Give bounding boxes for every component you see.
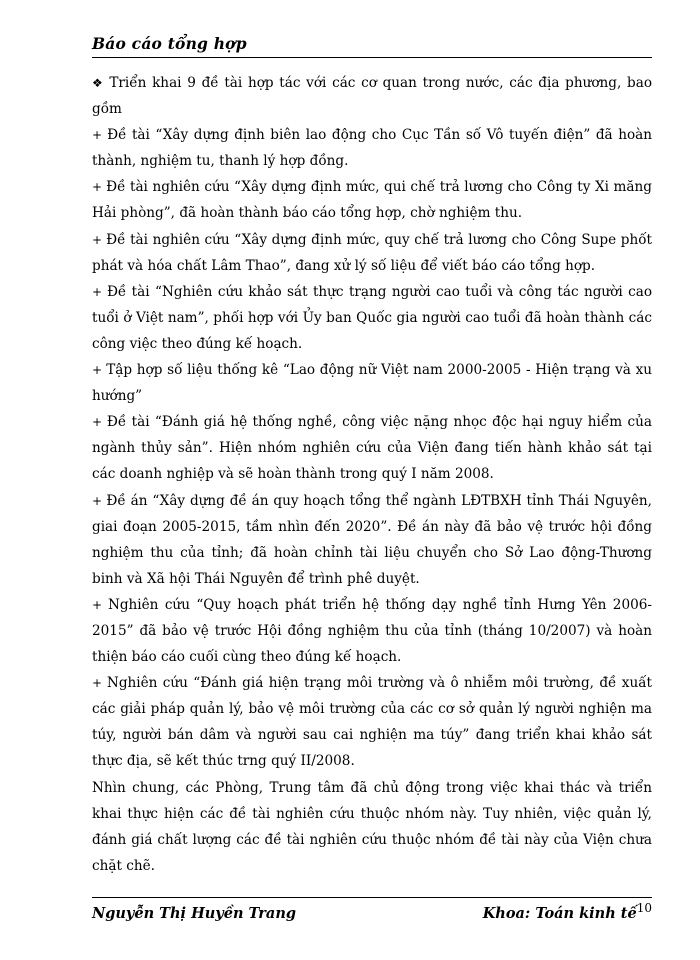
plus-bullet-icon: +	[92, 180, 107, 195]
body-paragraph	[92, 174, 652, 226]
header-title: Báo cáo tổng hợp	[92, 34, 247, 53]
body-paragraph	[92, 488, 652, 592]
footer-author: Nguyễn Thị Huyền Trang	[92, 905, 296, 922]
body-paragraph	[92, 227, 652, 279]
paragraph-text: Nhìn chung, các Phòng, Trung tâm đã chủ động trong việc khai thác và triển khai thực hiện các đề tài nghiên cứu thuộc nhóm này. Tuy nhiên, việc quản lý, đánh giá chất lượng các đề tài nghiên cứu thuộc nhóm đề tài này của Viện chưa chặt chẽ.	[92, 779, 652, 874]
plus-bullet-icon: +	[92, 363, 107, 378]
plus-bullet-icon: +	[92, 676, 107, 691]
plus-bullet-icon: +	[92, 415, 107, 430]
header-divider	[92, 57, 652, 58]
plus-bullet-icon: +	[92, 493, 107, 508]
paragraph-text: Đề tài “Nghiên cứu khảo sát thực trạng người cao tuổi và công tác người cao tuổi ở Việt nam”, phối hợp với Ủy ban Quốc gia người cao tuổi đã hoàn thành các công việc theo đúng kế hoạch.	[92, 283, 652, 352]
body-paragraph	[92, 357, 652, 409]
body-paragraph	[92, 122, 652, 174]
paragraph-text: Đề tài “Đánh giá hệ thống nghề, công việc nặng nhọc độc hại nguy hiểm của ngành thủy sản”. Hiện nhóm nghiên cứu của Viện đang tiến hành khảo sát tại các doanh nghiệp và sẽ hoàn thành trong quý I năm 2008.	[92, 414, 652, 483]
footer-department: Khoa: Toán kinh tế	[482, 905, 637, 922]
body-paragraph	[92, 592, 652, 670]
body-paragraph	[92, 70, 652, 122]
plus-bullet-icon: +	[92, 128, 108, 143]
paragraph-text: Tập hợp số liệu thống kê “Lao động nữ Việt nam 2000-2005 - Hiện trạng và xu hướng”	[92, 362, 653, 405]
paragraph-text: Đề tài nghiên cứu “Xây dựng định mức, qui chế trả lương cho Công ty Xi măng Hải phòng”, đã hoàn thành báo cáo tổng hợp, chờ nghiệm thu.	[92, 179, 652, 222]
plus-bullet-icon: +	[92, 597, 108, 612]
paragraph-text: Nghiên cứu “Đánh giá hiện trạng môi trường và ô nhiễm môi trường, đề xuất các giải pháp quản lý, bảo vệ môi trường của các cơ sở quản lý người nghiện ma túy, người bán dâm và người sau cai nghiện ma túy” đang triển khai khảo sát thực địa, sẽ kết thúc trng quý II/2008.	[92, 675, 653, 770]
paragraph-text: Đề án “Xây dựng đề án quy hoạch tổng thể ngành LĐTBXH tỉnh Thái Nguyên, giai đoạn 2005-2015, tầm nhìn đến 2020”. Đề án này đã bảo vệ trước hội đồng nghiệm thu của tỉnh; đã hoàn chỉnh tài liệu chuyển cho Sở Lao động-Thương binh và Xã hội Thái Nguyên để trình phê duyệt.	[92, 492, 652, 587]
paragraph-text: Nghiên cứu “Quy hoạch phát triển hệ thống dạy nghề tỉnh Hưng Yên 2006-2015” đã bảo vệ trước Hội đồng nghiệm thu của tỉnh (tháng 10/2007) và hoàn thiện báo cáo cuối cùng theo đúng kế hoạch.	[92, 596, 652, 666]
paragraph-text: Triển khai 9 đề tài hợp tác với các cơ quan trong nước, các địa phương, bao gồm	[92, 75, 652, 118]
page-number: 10	[636, 901, 652, 916]
paragraph-text: Đề tài nghiên cứu “Xây dựng định mức, quy chế trả lương cho Công Supe phốt phát và hóa chất Lâm Thao”, đang xử lý số liệu để viết báo cáo tổng hợp.	[92, 231, 652, 274]
plus-bullet-icon: +	[92, 232, 107, 247]
body-paragraph	[92, 775, 652, 879]
body-paragraph	[92, 409, 652, 487]
page-footer	[92, 893, 652, 922]
diamond-bullet-icon: ❖	[92, 76, 110, 90]
body-paragraph	[92, 670, 652, 774]
body-paragraph	[92, 279, 652, 357]
document-body	[92, 70, 652, 879]
paragraph-text: Đề tài “Xây dựng định biên lao động cho Cục Tần số Vô tuyến điện” đã hoàn thành, nghiệm tu, thanh lý hợp đồng.	[92, 127, 652, 170]
page-header	[92, 34, 652, 58]
plus-bullet-icon: +	[92, 284, 107, 299]
